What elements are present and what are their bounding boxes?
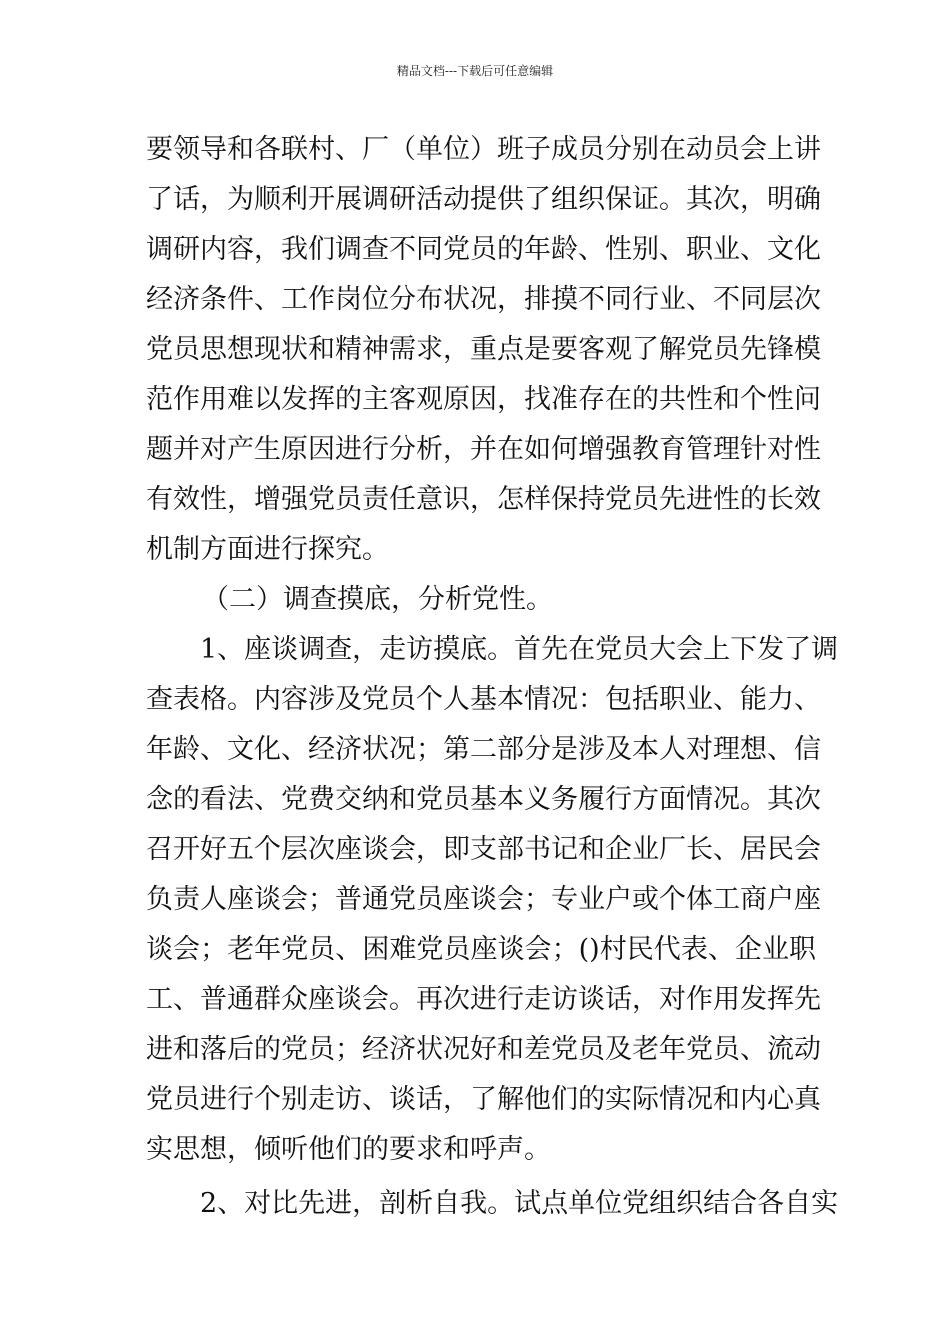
- text-line: 经济条件、工作岗位分布状况，排摸不同行业、不同层次: [146, 284, 821, 315]
- text-line: 范作用难以发挥的主客观原因，找准存在的共性和个性问: [146, 384, 821, 415]
- text-line: 要领导和各联村、厂（单位）班子成员分别在动员会上讲: [146, 134, 821, 165]
- section-heading: （二）调查摸底，分析党性。: [202, 584, 553, 615]
- text-line: 年龄、文化、经济状况；第二部分是涉及本人对理想、信: [146, 734, 821, 765]
- text-line: 负责人座谈会；普通党员座谈会；专业户或个体工商户座: [146, 884, 821, 915]
- text-line: 题并对产生原因进行分析，并在如何增强教育管理针对性: [146, 434, 821, 465]
- text-line: 进和落后的党员；经济状况好和差党员及老年党员、流动: [146, 1034, 821, 1065]
- page-header: 精品文档---下载后可任意编辑: [396, 64, 554, 78]
- text-line: 工、普通群众座谈会。再次进行走访谈话，对作用发挥先: [146, 984, 821, 1015]
- text-line: 实思想，倾听他们的要求和呼声。: [146, 1134, 551, 1165]
- text-line: 调研内容，我们调查不同党员的年龄、性别、职业、文化: [146, 234, 821, 265]
- text-line: 党员进行个别走访、谈话，了解他们的实际情况和内心真: [146, 1084, 821, 1115]
- text-line: 党员思想现状和精神需求，重点是要客观了解党员先锋模: [146, 334, 821, 365]
- text-line: 有效性，增强党员责任意识，怎样保持党员先进性的长效: [146, 484, 821, 515]
- text-line: 了话，为顺利开展调研活动提供了组织保证。其次，明确: [146, 184, 821, 215]
- text-line: 念的看法、党费交纳和党员基本义务履行方面情况。其次: [146, 784, 821, 815]
- text-line: 召开好五个层次座谈会，即支部书记和企业厂长、居民会: [146, 834, 821, 865]
- text-line: 查表格。内容涉及党员个人基本情况：包括职业、能力、: [146, 684, 821, 715]
- text-line: 谈会；老年党员、困难党员座谈会；()村民代表、企业职: [146, 934, 816, 965]
- document-body: [146, 125, 839, 1229]
- text-line: 1、座谈调查，走访摸底。首先在党员大会上下发了调: [200, 634, 839, 665]
- text-line: 2、对比先进，剖析自我。试点单位党组织结合各自实: [200, 1188, 839, 1219]
- text-line: 机制方面进行探究。: [146, 534, 389, 565]
